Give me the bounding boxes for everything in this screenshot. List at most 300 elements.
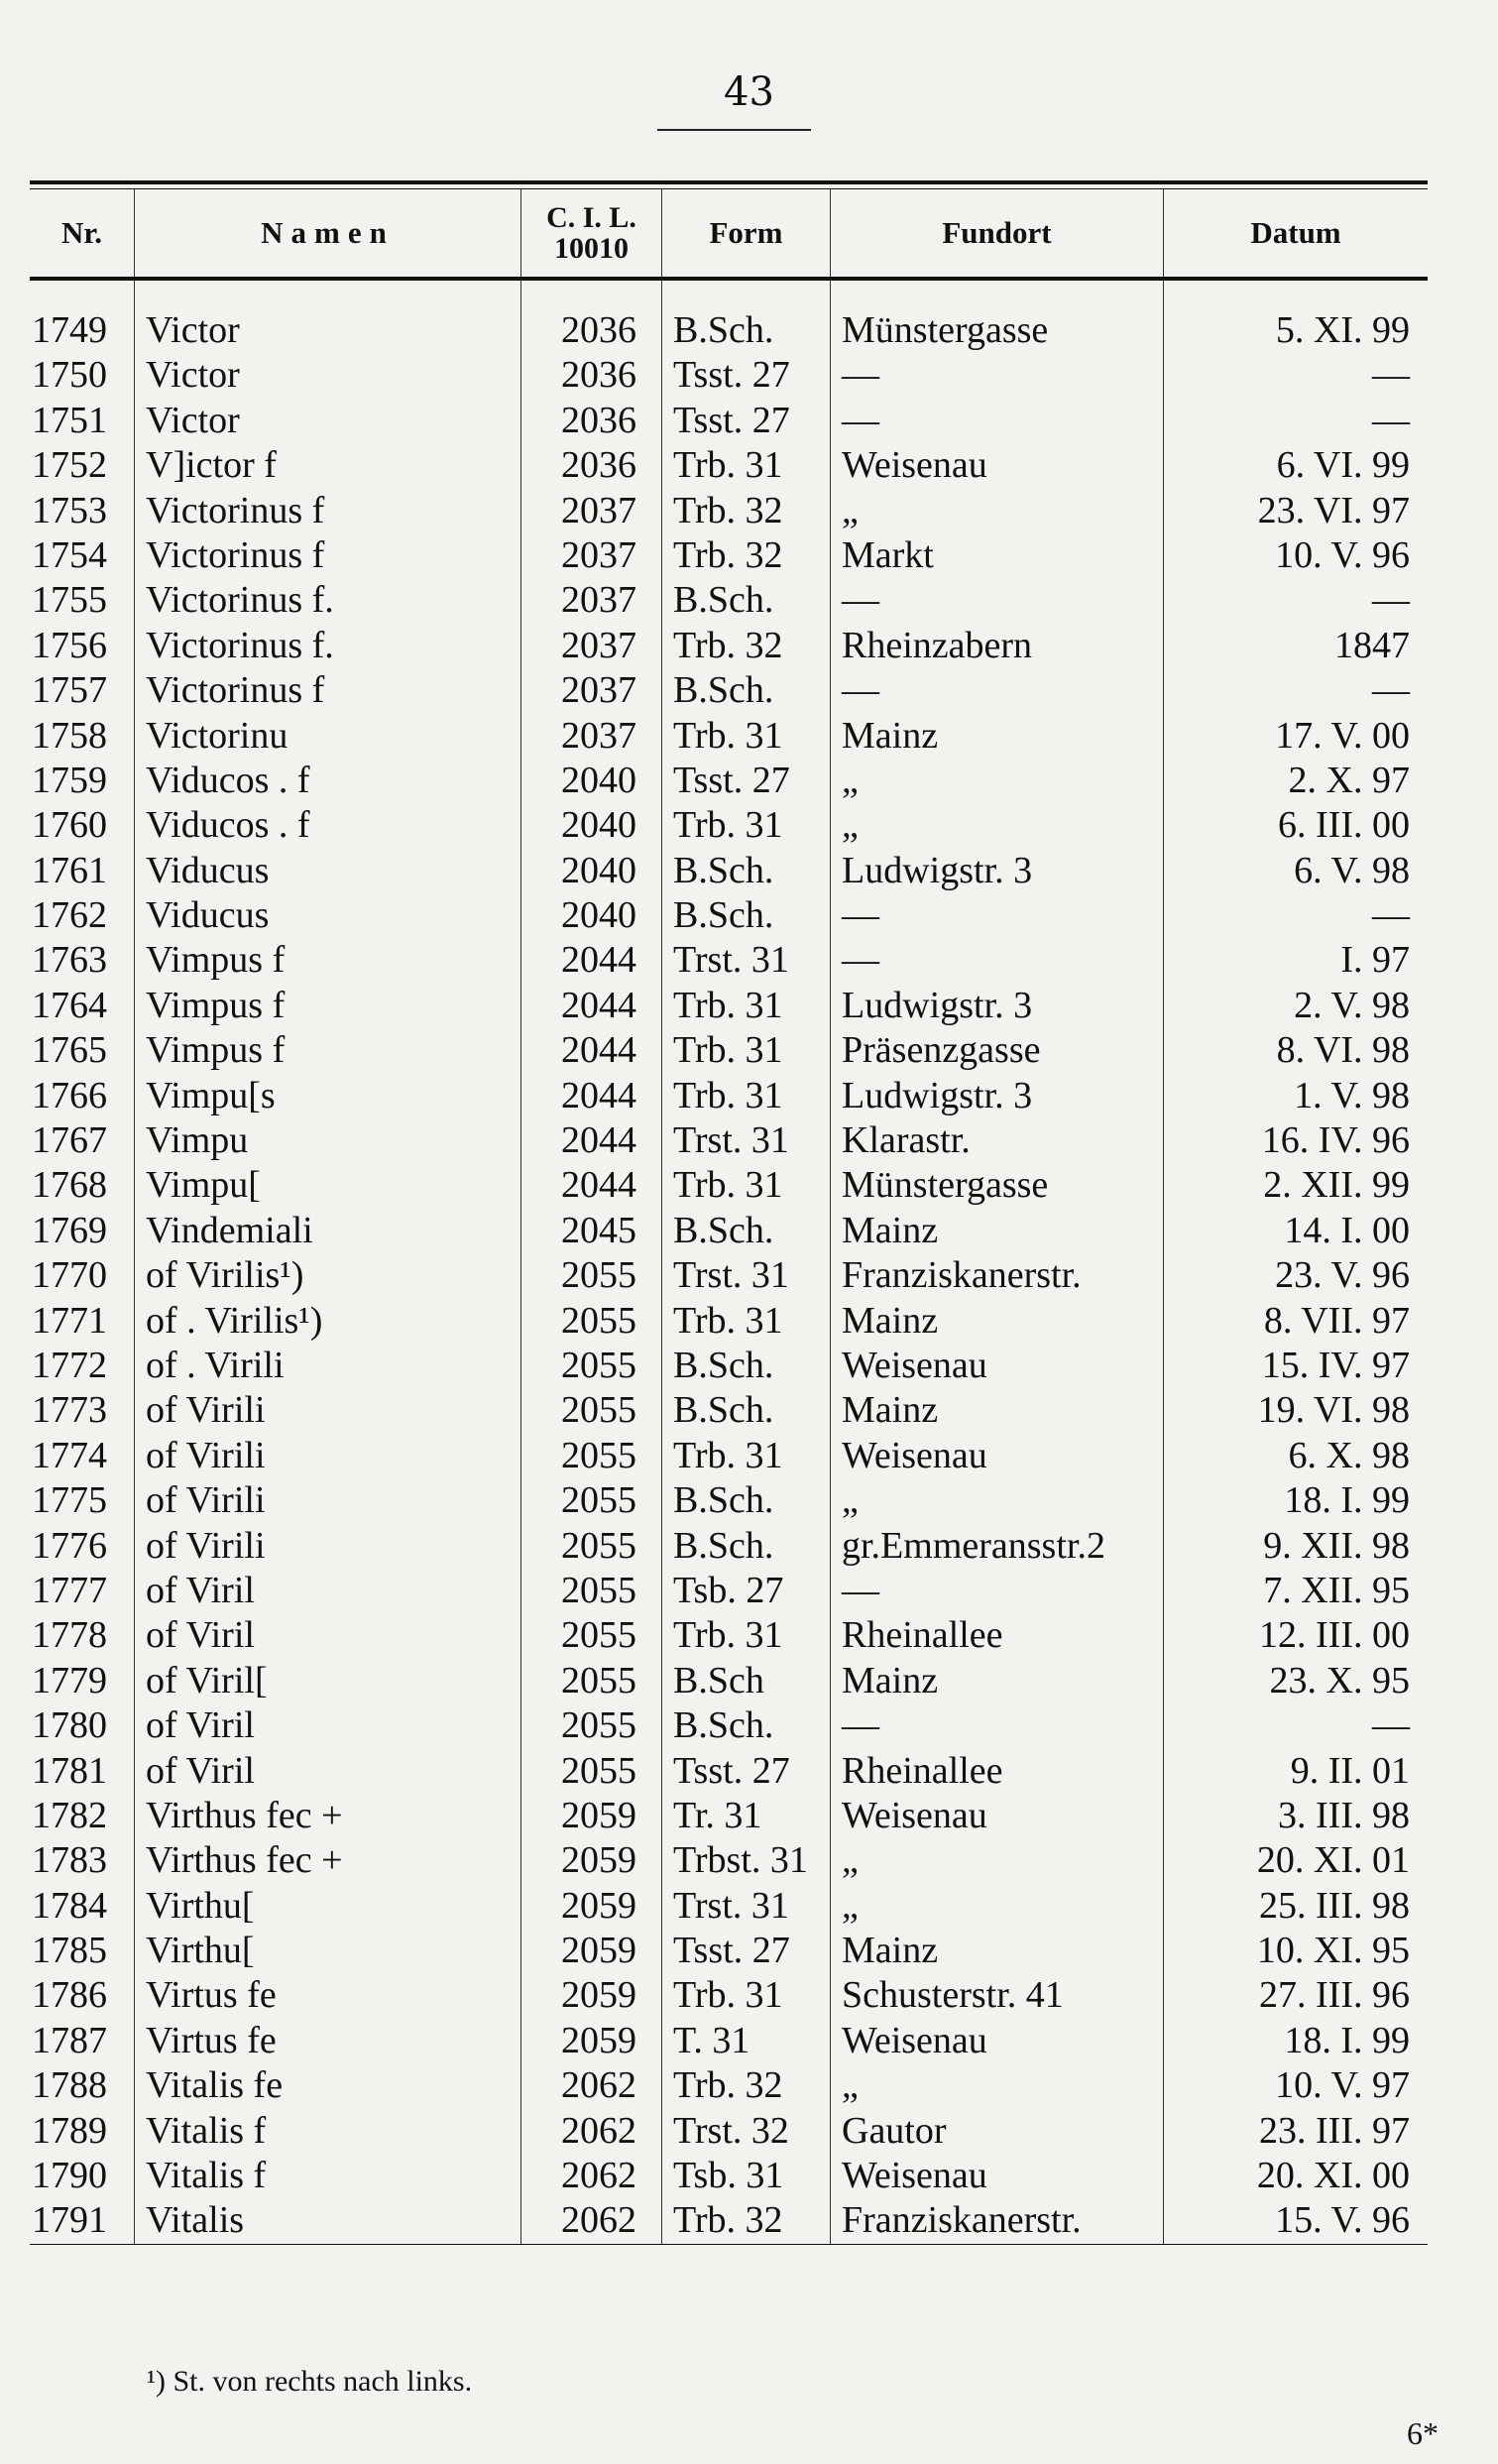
- cell-name: Vimpu[: [146, 1164, 261, 1207]
- cell-nr: 1771: [32, 1299, 107, 1342]
- cell-fundort: Münstergasse: [842, 1164, 1049, 1207]
- cell-datum: 1. V. 98: [1294, 1074, 1410, 1116]
- cell-datum: 27. III. 96: [1259, 1974, 1410, 2017]
- table-row: [30, 1569, 1428, 1613]
- cell-fundort: —: [842, 579, 879, 622]
- cell-datum: —: [1372, 399, 1410, 441]
- cell-fundort: Gautor: [842, 2109, 947, 2152]
- cell-name: of . Virili: [146, 1344, 285, 1386]
- cell-name: Viducus: [146, 849, 270, 891]
- cell-form: B.Sch.: [673, 849, 774, 891]
- cell-nr: 1783: [32, 1839, 107, 1882]
- table-row: [30, 1703, 1428, 1748]
- table-row: [30, 1074, 1428, 1118]
- table-row: [30, 1388, 1428, 1433]
- cell-form: Trb. 31: [673, 1974, 783, 2017]
- cell-datum: 15. IV. 97: [1261, 1344, 1410, 1386]
- cell-form: Trb. 32: [673, 533, 783, 576]
- cell-name: Virtus fe: [146, 1974, 277, 2017]
- cell-cil: 2059: [561, 1884, 636, 1927]
- cell-datum: 2. X. 97: [1288, 759, 1410, 801]
- cell-nr: 1759: [32, 759, 107, 801]
- cell-name: Virtus fe: [146, 2019, 277, 2061]
- table-row: [30, 533, 1428, 578]
- cell-form: Trb. 31: [673, 1434, 783, 1476]
- cell-form: Trb. 31: [673, 1299, 783, 1342]
- cell-datum: 6. V. 98: [1294, 849, 1410, 891]
- cell-fundort: Präsenzgasse: [842, 1029, 1041, 1072]
- cell-name: Vitalis f: [146, 2155, 267, 2197]
- cell-form: Trb. 31: [673, 1164, 783, 1207]
- cell-name: Virthu[: [146, 1884, 255, 1927]
- cell-fundort: „: [842, 759, 859, 801]
- table-row: [30, 578, 1428, 623]
- cell-fundort: „: [842, 804, 859, 847]
- cell-cil: 2040: [561, 894, 636, 937]
- cell-nr: 1785: [32, 1930, 107, 1972]
- cell-cil: 2040: [561, 804, 636, 847]
- table-row: [30, 2198, 1428, 2243]
- cell-name: Vimpus f: [146, 984, 286, 1026]
- cell-form: B.Sch.: [673, 1389, 774, 1432]
- table-row: [30, 759, 1428, 803]
- header-cil: [520, 189, 661, 277]
- cell-fundort: —: [842, 939, 879, 982]
- cell-fundort: Weisenau: [842, 1344, 987, 1386]
- cell-name: of Viril: [146, 1749, 255, 1792]
- cell-form: Tsb. 27: [673, 1569, 784, 1611]
- cell-name: of Virili: [146, 1389, 266, 1432]
- cell-datum: —: [1372, 1704, 1410, 1747]
- column-divider: [830, 281, 831, 2244]
- cell-name: Virthus fec +: [146, 1839, 343, 1882]
- cell-form: Trb. 31: [673, 1614, 783, 1657]
- cell-cil: 2037: [561, 579, 636, 622]
- cell-cil: 2055: [561, 1434, 636, 1476]
- cell-name: of Virili: [146, 1524, 266, 1567]
- column-divider: [1163, 281, 1164, 2244]
- cell-cil: 2037: [561, 714, 636, 757]
- cell-nr: 1762: [32, 894, 107, 937]
- cell-form: Trb. 31: [673, 804, 783, 847]
- cell-datum: 5. XI. 99: [1275, 309, 1410, 351]
- cell-name: Vitalis: [146, 2199, 245, 2242]
- cell-fundort: Markt: [842, 533, 934, 576]
- table-row: [30, 1524, 1428, 1569]
- cell-cil: 2055: [561, 1344, 636, 1386]
- cell-name: of Viril: [146, 1569, 255, 1611]
- table-row: [30, 984, 1428, 1028]
- cell-nr: 1784: [32, 1884, 107, 1927]
- cell-fundort: gr.Emmeransstr.2: [842, 1524, 1105, 1567]
- cell-cil: 2040: [561, 849, 636, 891]
- cell-fundort: —: [842, 399, 879, 441]
- cell-datum: 8. VII. 97: [1263, 1299, 1410, 1342]
- cell-nr: 1770: [32, 1254, 107, 1297]
- cell-datum: 6. VI. 99: [1276, 444, 1410, 487]
- cell-cil: 2044: [561, 1164, 636, 1207]
- cell-fundort: —: [842, 1569, 879, 1611]
- cell-form: B.Sch.: [673, 669, 774, 712]
- signature-mark: 6*: [1407, 2415, 1439, 2451]
- table-row: [30, 1253, 1428, 1298]
- cell-datum: 14. I. 00: [1284, 1209, 1410, 1251]
- column-divider: [520, 281, 521, 2244]
- cell-name: Victorinus f.: [146, 579, 334, 622]
- cell-cil: 2059: [561, 1974, 636, 2017]
- header-nr: Nr.: [60, 215, 103, 250]
- table-row: [30, 1163, 1428, 1208]
- cell-name: Vimpus f: [146, 939, 286, 982]
- table-row: [30, 803, 1428, 848]
- cell-name: Victorinus f: [146, 533, 325, 576]
- cell-fundort: Rheinallee: [842, 1614, 1003, 1657]
- cell-form: Trb. 32: [673, 489, 783, 531]
- cell-cil: 2044: [561, 1029, 636, 1072]
- table-row: [30, 1973, 1428, 2018]
- cell-nr: 1755: [32, 579, 107, 622]
- cell-name: of Virilis¹): [146, 1254, 304, 1297]
- cell-fundort: Rheinallee: [842, 1749, 1003, 1792]
- cell-cil: 2062: [561, 2064, 636, 2107]
- cell-datum: 2. XII. 99: [1263, 1164, 1410, 1207]
- cell-name: Virthu[: [146, 1930, 255, 1972]
- cell-datum: 23. VI. 97: [1257, 489, 1410, 531]
- cell-cil: 2059: [561, 1930, 636, 1972]
- cell-datum: 6. III. 00: [1278, 804, 1410, 847]
- table-row: [30, 714, 1428, 759]
- cell-cil: 2059: [561, 2019, 636, 2061]
- cell-datum: 9. II. 01: [1290, 1749, 1410, 1792]
- cell-form: Trb. 32: [673, 2199, 783, 2242]
- cell-nr: 1764: [32, 984, 107, 1026]
- table-body: [30, 281, 1428, 2244]
- cell-nr: 1789: [32, 2109, 107, 2152]
- table-row: [30, 1434, 1428, 1478]
- cell-form: Tr. 31: [673, 1794, 762, 1836]
- cell-form: Trst. 32: [673, 2109, 789, 2152]
- cell-nr: 1768: [32, 1164, 107, 1207]
- table-row: [30, 1209, 1428, 1253]
- cell-form: Tsst. 27: [673, 759, 790, 801]
- cell-datum: 20. XI. 00: [1256, 2155, 1410, 2197]
- table-row: [30, 308, 1428, 353]
- cell-fundort: Mainz: [842, 714, 939, 757]
- cell-form: Trst. 31: [673, 1119, 789, 1162]
- cell-fundort: Franziskanerstr.: [842, 1254, 1082, 1297]
- cell-fundort: Mainz: [842, 1659, 939, 1701]
- cell-datum: 23. V. 96: [1275, 1254, 1410, 1297]
- cell-fundort: Mainz: [842, 1209, 939, 1251]
- table-bottom-rule: [30, 2244, 1428, 2245]
- cell-form: B.Sch.: [673, 309, 774, 351]
- cell-name: Viducos . f: [146, 804, 310, 847]
- table-row: [30, 1884, 1428, 1929]
- cell-fundort: Klarastr.: [842, 1119, 971, 1162]
- cell-name: of Viril[: [146, 1659, 268, 1701]
- cell-name: of . Virilis¹): [146, 1299, 323, 1342]
- cell-cil: 2062: [561, 2109, 636, 2152]
- cell-fundort: Ludwigstr. 3: [842, 849, 1033, 891]
- cell-nr: 1776: [32, 1524, 107, 1567]
- cell-datum: 25. III. 98: [1259, 1884, 1410, 1927]
- cell-form: Trb. 31: [673, 1029, 783, 1072]
- header-form: Form: [661, 189, 830, 277]
- cell-cil: 2037: [561, 533, 636, 576]
- cell-fundort: —: [842, 894, 879, 937]
- table-row: [30, 1838, 1428, 1883]
- table-row: [30, 1659, 1428, 1703]
- cell-form: Trb. 32: [673, 624, 783, 666]
- cell-nr: 1766: [32, 1074, 107, 1116]
- cell-datum: 10. XI. 95: [1256, 1930, 1410, 1972]
- cell-nr: 1773: [32, 1389, 107, 1432]
- cell-name: Vimpu[s: [146, 1074, 276, 1116]
- cell-form: Tsst. 27: [673, 399, 790, 441]
- cell-nr: 1761: [32, 849, 107, 891]
- table-row: [30, 624, 1428, 668]
- cell-nr: 1786: [32, 1974, 107, 2017]
- cell-cil: 2044: [561, 984, 636, 1026]
- cell-cil: 2044: [561, 1119, 636, 1162]
- table-header: [30, 189, 1428, 281]
- cell-cil: 2036: [561, 354, 636, 397]
- cell-cil: 2055: [561, 1749, 636, 1792]
- cell-fundort: Mainz: [842, 1930, 939, 1972]
- cell-fundort: Ludwigstr. 3: [842, 984, 1033, 1026]
- cell-name: Viducus: [146, 894, 270, 937]
- cell-cil: 2059: [561, 1794, 636, 1836]
- cell-fundort: Weisenau: [842, 2019, 987, 2061]
- table-row: [30, 489, 1428, 533]
- cell-nr: 1758: [32, 714, 107, 757]
- cell-form: Trst. 31: [673, 1884, 789, 1927]
- header-fundort: Fundort: [830, 189, 1163, 277]
- table-row: [30, 849, 1428, 893]
- cell-datum: I. 97: [1340, 939, 1410, 982]
- cell-nr: 1763: [32, 939, 107, 982]
- cell-form: Trbst. 31: [673, 1839, 808, 1882]
- cell-name: of Viril: [146, 1614, 255, 1657]
- cell-datum: 1847: [1334, 624, 1410, 666]
- table-row: [30, 1344, 1428, 1388]
- column-divider: [134, 281, 135, 2244]
- cell-fundort: „: [842, 1479, 859, 1522]
- cell-form: B.Sch.: [673, 1344, 774, 1386]
- cell-nr: 1769: [32, 1209, 107, 1251]
- cell-name: of Virili: [146, 1434, 266, 1476]
- table-row: [30, 2019, 1428, 2063]
- cell-datum: —: [1372, 669, 1410, 712]
- cell-form: B.Sch: [673, 1659, 764, 1701]
- cell-nr: 1779: [32, 1659, 107, 1701]
- cell-name: Victor: [146, 354, 240, 397]
- cell-name: Victorinus f.: [146, 624, 334, 666]
- cell-nr: 1777: [32, 1569, 107, 1611]
- cell-form: B.Sch.: [673, 1209, 774, 1251]
- cell-cil: 2055: [561, 1524, 636, 1567]
- cell-fundort: Weisenau: [842, 2155, 987, 2197]
- cell-cil: 2055: [561, 1389, 636, 1432]
- table-row: [30, 1749, 1428, 1794]
- cell-nr: 1787: [32, 2019, 107, 2061]
- cell-name: Vimpus f: [146, 1029, 286, 1072]
- cell-cil: 2055: [561, 1659, 636, 1701]
- header-namen: Namen: [134, 189, 520, 277]
- cell-form: B.Sch.: [673, 1524, 774, 1567]
- table-row: [30, 1478, 1428, 1523]
- cell-form: Tsb. 31: [673, 2155, 784, 2197]
- cell-cil: 2055: [561, 1254, 636, 1297]
- cell-nr: 1788: [32, 2064, 107, 2107]
- cell-datum: 3. III. 98: [1278, 1794, 1410, 1836]
- table-row: [30, 1118, 1428, 1163]
- header-datum: Datum: [1163, 189, 1428, 277]
- cell-datum: 16. IV. 96: [1261, 1119, 1410, 1162]
- cell-fundort: Weisenau: [842, 1434, 987, 1476]
- cell-form: Trb. 31: [673, 1074, 783, 1116]
- cell-name: V]ictor f: [146, 444, 277, 487]
- header-cil-line1: C. I. L.: [546, 200, 636, 234]
- cell-cil: 2044: [561, 939, 636, 982]
- page-number: 43: [724, 69, 774, 115]
- cell-form: Trb. 31: [673, 714, 783, 757]
- cell-cil: 2055: [561, 1614, 636, 1657]
- cell-form: Trst. 31: [673, 1254, 789, 1297]
- cell-fundort: Mainz: [842, 1299, 939, 1342]
- table-row: [30, 1028, 1428, 1073]
- cell-nr: 1760: [32, 804, 107, 847]
- cell-datum: 6. X. 98: [1288, 1434, 1410, 1476]
- cell-nr: 1756: [32, 624, 107, 666]
- cell-cil: 2055: [561, 1569, 636, 1611]
- cell-fundort: Münstergasse: [842, 309, 1049, 351]
- cell-name: Victorinus f: [146, 669, 325, 712]
- cell-fundort: Franziskanerstr.: [842, 2199, 1082, 2242]
- cell-datum: 15. V. 96: [1275, 2199, 1410, 2242]
- cell-name: Victorinus f: [146, 489, 325, 531]
- cell-name: of Virili: [146, 1479, 266, 1522]
- cell-cil: 2036: [561, 309, 636, 351]
- cell-fundort: Schusterstr. 41: [842, 1974, 1064, 2017]
- cell-datum: 12. III. 00: [1259, 1614, 1410, 1657]
- cell-datum: —: [1372, 579, 1410, 622]
- table-top-rule: [30, 180, 1428, 184]
- cell-cil: 2037: [561, 669, 636, 712]
- cell-name: Vindemiali: [146, 1209, 313, 1251]
- cell-cil: 2062: [561, 2199, 636, 2242]
- cell-datum: 9. XII. 98: [1263, 1524, 1410, 1567]
- cell-cil: 2037: [561, 624, 636, 666]
- cell-name: Victor: [146, 399, 240, 441]
- cell-form: B.Sch.: [673, 579, 774, 622]
- cell-datum: 23. III. 97: [1259, 2109, 1410, 2152]
- cell-nr: 1754: [32, 533, 107, 576]
- cell-cil: 2040: [561, 759, 636, 801]
- cell-name: Vitalis fe: [146, 2064, 284, 2107]
- cell-datum: 18. I. 99: [1284, 2019, 1410, 2061]
- cell-fundort: Weisenau: [842, 444, 987, 487]
- cell-cil: 2055: [561, 1479, 636, 1522]
- cell-nr: 1765: [32, 1029, 107, 1072]
- cell-fundort: Rheinzabern: [842, 624, 1033, 666]
- cell-form: T. 31: [673, 2019, 750, 2061]
- table-row: [30, 1613, 1428, 1658]
- table-row: [30, 353, 1428, 398]
- cell-cil: 2062: [561, 2155, 636, 2197]
- cell-name: Vimpu: [146, 1119, 249, 1162]
- cell-name: Victorinu: [146, 714, 288, 757]
- header-cil-line2: 10010: [554, 232, 629, 265]
- cell-form: Trb. 31: [673, 444, 783, 487]
- cell-nr: 1780: [32, 1704, 107, 1747]
- cell-name: of Viril: [146, 1704, 255, 1747]
- cell-fundort: —: [842, 354, 879, 397]
- cell-fundort: Weisenau: [842, 1794, 987, 1836]
- footnote: ¹) St. von rechts nach links.: [147, 2365, 473, 2398]
- cell-form: Trb. 31: [673, 984, 783, 1026]
- cell-datum: 10. V. 97: [1275, 2064, 1410, 2107]
- cell-datum: 10. V. 96: [1275, 533, 1410, 576]
- cell-nr: 1791: [32, 2199, 107, 2242]
- cell-nr: 1782: [32, 1794, 107, 1836]
- cell-name: Viducos . f: [146, 759, 310, 801]
- cell-datum: 7. XII. 95: [1263, 1569, 1410, 1611]
- cell-nr: 1750: [32, 354, 107, 397]
- table-row: [30, 668, 1428, 713]
- cell-nr: 1778: [32, 1614, 107, 1657]
- cell-datum: 2. V. 98: [1294, 984, 1410, 1026]
- cell-name: Vitalis f: [146, 2109, 267, 2152]
- cell-datum: 23. X. 95: [1269, 1659, 1410, 1701]
- cell-form: B.Sch.: [673, 894, 774, 937]
- cell-form: Tsst. 27: [673, 1749, 790, 1792]
- cell-form: B.Sch.: [673, 1479, 774, 1522]
- cell-fundort: —: [842, 1704, 879, 1747]
- cell-cil: 2044: [561, 1074, 636, 1116]
- cell-cil: 2037: [561, 489, 636, 531]
- cell-datum: 19. VI. 98: [1257, 1389, 1410, 1432]
- cell-form: Trst. 31: [673, 939, 789, 982]
- cell-nr: 1775: [32, 1479, 107, 1522]
- cell-cil: 2045: [561, 1209, 636, 1251]
- table-row: [30, 443, 1428, 488]
- cell-datum: —: [1372, 894, 1410, 937]
- cell-nr: 1757: [32, 669, 107, 712]
- cell-form: Tsst. 27: [673, 1930, 790, 1972]
- cell-datum: —: [1372, 354, 1410, 397]
- column-divider: [661, 281, 662, 2244]
- cell-name: Virthus fec +: [146, 1794, 343, 1836]
- cell-form: Trb. 32: [673, 2064, 783, 2107]
- table-row: [30, 1929, 1428, 1973]
- cell-nr: 1790: [32, 2155, 107, 2197]
- cell-cil: 2036: [561, 444, 636, 487]
- inscription-table: [30, 180, 1428, 2245]
- table-row: [30, 893, 1428, 938]
- cell-cil: 2055: [561, 1704, 636, 1747]
- cell-datum: 20. XI. 01: [1256, 1839, 1410, 1882]
- cell-nr: 1767: [32, 1119, 107, 1162]
- cell-name: Victor: [146, 309, 240, 351]
- cell-fundort: Mainz: [842, 1389, 939, 1432]
- table-row: [30, 2154, 1428, 2198]
- cell-nr: 1772: [32, 1344, 107, 1386]
- cell-fundort: Ludwigstr. 3: [842, 1074, 1033, 1116]
- cell-fundort: —: [842, 669, 879, 712]
- table-row: [30, 2063, 1428, 2108]
- cell-form: Tsst. 27: [673, 354, 790, 397]
